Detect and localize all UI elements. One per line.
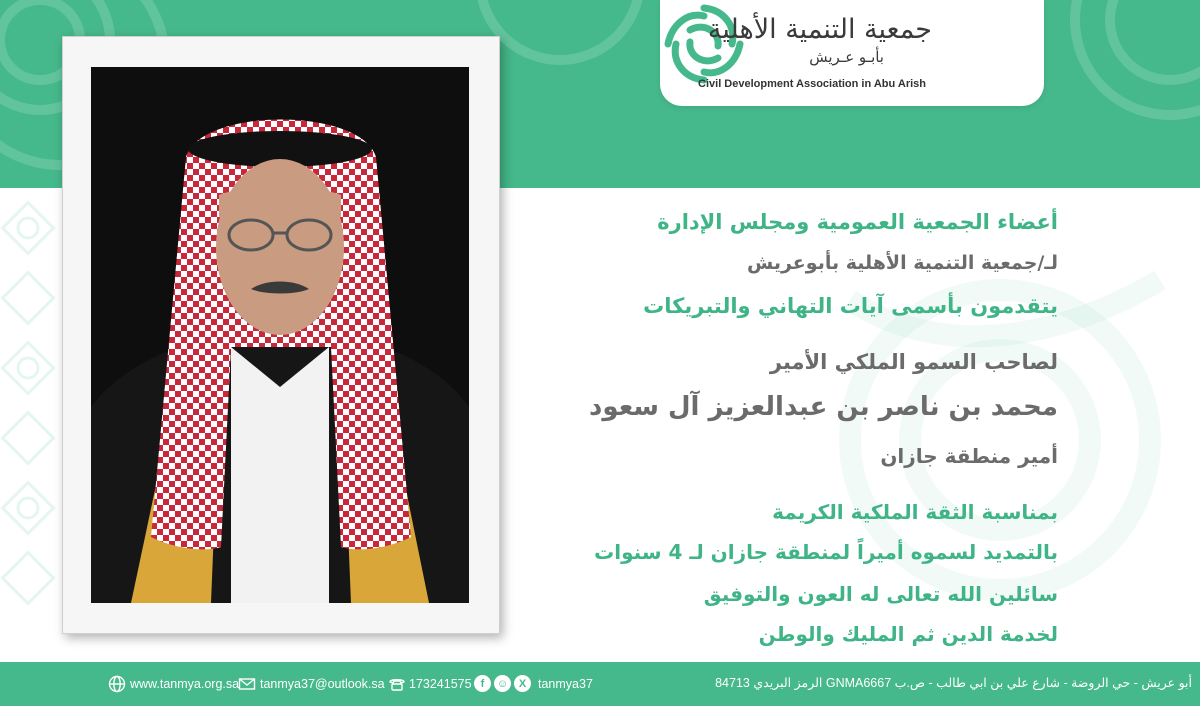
footer-bar	[0, 662, 1200, 706]
logo-card	[660, 0, 1044, 106]
social-handle: tanmya37	[538, 676, 593, 691]
email-contact[interactable]	[238, 675, 385, 693]
portrait-frame	[62, 36, 500, 634]
phone-contact[interactable]	[388, 675, 472, 693]
message-line-8: بالتمديد لسموه أميراً لمنطقة جازان لـ 4 سنوات	[594, 540, 1058, 564]
message-line-7: بمناسبة الثقة الملكية الكريمة	[772, 500, 1058, 524]
left-geometric-pattern	[0, 190, 64, 660]
postal-address: أبو عريش - حي الروضة - شارع علي بن ابي طالب - ص.ب GNMA6667 الرمز البريدي 84713	[715, 676, 1192, 690]
globe-icon	[108, 675, 126, 693]
message-line-2: لـ/جمعية التنمية الأهلية بأبوعريش	[747, 252, 1058, 274]
message-line-9: سائلين الله تعالى له العون والتوفيق	[703, 582, 1058, 606]
website-text: www.tanmya.org.sa	[130, 677, 240, 691]
portrait-photo	[91, 67, 469, 603]
portrait-illustration	[91, 67, 469, 603]
snapchat-icon[interactable]: ☺	[494, 675, 511, 692]
x-icon[interactable]: X	[514, 675, 531, 692]
mail-icon	[238, 675, 256, 693]
message-line-1: أعضاء الجمعية العمومية ومجلس الإدارة	[657, 210, 1058, 234]
honoree-name: محمد بن ناصر بن عبدالعزيز آل سعود	[589, 392, 1058, 422]
logo-arabic-name: جمعية التنمية الأهلية	[707, 14, 932, 45]
logo-english-name: Civil Development Association in Abu Arish	[698, 78, 926, 90]
message-line-4: لصاحب السمو الملكي الأمير	[769, 350, 1058, 374]
phone-text: 173241575	[409, 677, 472, 691]
logo-city-name: بأبـو عـريش	[809, 48, 884, 66]
email-text: tanmya37@outlook.sa	[260, 677, 385, 691]
honoree-title: أمير منطقة جازان	[880, 444, 1058, 468]
website-contact[interactable]	[108, 675, 239, 693]
message-line-10: لخدمة الدين ثم المليك والوطن	[758, 622, 1058, 646]
social-links	[474, 675, 593, 692]
phone-icon	[388, 675, 406, 693]
message-line-3: يتقدمون بأسمى آيات التهاني والتبريكات	[643, 294, 1058, 318]
facebook-icon[interactable]: f	[474, 675, 491, 692]
